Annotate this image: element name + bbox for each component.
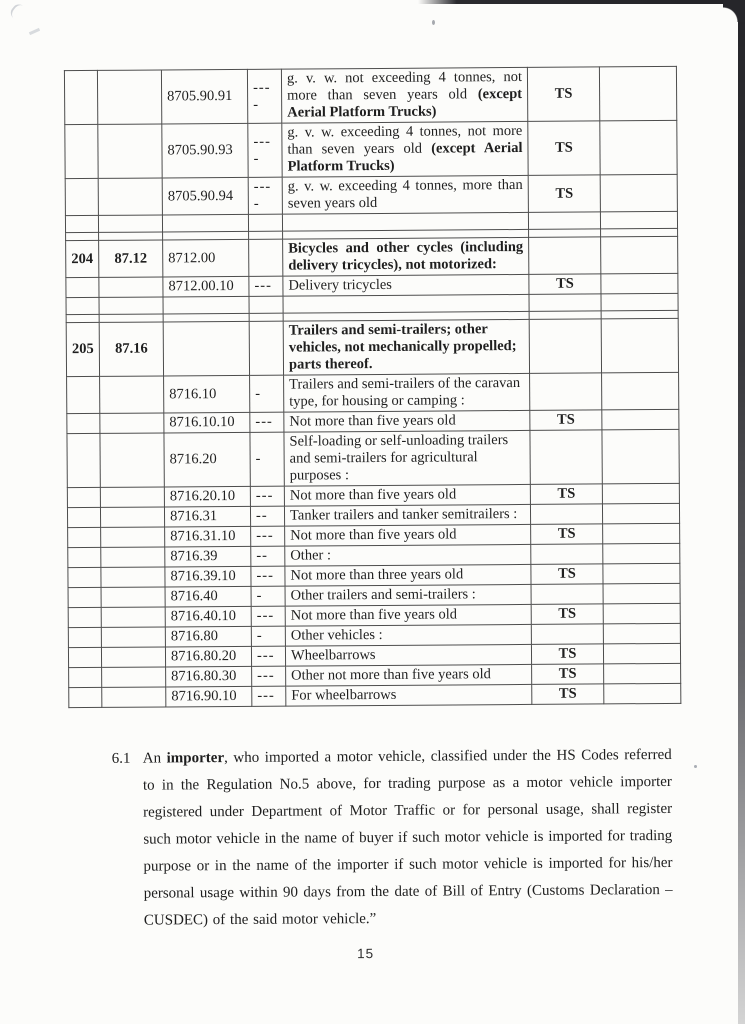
- remarks-cell: [603, 523, 680, 544]
- heading-no-cell: [100, 376, 164, 413]
- empty-cell: [283, 294, 529, 313]
- serial-no-cell: [67, 376, 100, 413]
- clause-6-1: [112, 742, 673, 935]
- text-segment: Not more than five years old: [290, 526, 457, 544]
- serial-no-cell: [68, 527, 101, 547]
- indent-dashes-cell: --: [250, 506, 284, 526]
- text-segment: Tanker trailers and tanker semitrailers :: [289, 506, 518, 524]
- scan-edge-top: [418, 0, 740, 4]
- hs-code-cell: 8705.90.94: [162, 177, 248, 215]
- status-cell: [531, 584, 603, 605]
- hs-code-cell: 8705.90.93: [162, 123, 248, 178]
- description-cell: [284, 504, 530, 526]
- status-cell: TS: [531, 644, 603, 665]
- indent-dashes-cell: ---: [251, 566, 285, 586]
- hs-code-cell: 8716.39: [165, 546, 251, 567]
- description-cell: [285, 524, 531, 546]
- scan-corner-top-right: [723, 0, 745, 22]
- text-segment: For wheelbarrows: [291, 686, 397, 704]
- remarks-cell: [603, 603, 680, 624]
- status-cell: TS: [528, 175, 600, 213]
- heading-no-cell: [101, 607, 165, 627]
- description-cell: [283, 274, 529, 296]
- indent-dashes-cell: ---: [250, 486, 284, 506]
- hs-code-cell: 8716.10: [164, 375, 250, 413]
- status-cell: [531, 544, 603, 565]
- serial-no-cell: [67, 433, 100, 487]
- remarks-cell: [600, 120, 677, 175]
- bold-text-segment: (except Aerial Platform Trucks): [287, 85, 523, 121]
- indent-dashes-cell: ----: [247, 69, 281, 123]
- description-cell: [281, 67, 527, 123]
- heading-no-cell: [101, 647, 165, 667]
- remarks-cell: [602, 409, 679, 430]
- hs-code-cell: 8716.10.10: [164, 412, 250, 433]
- remarks-cell: [603, 643, 680, 664]
- empty-cell: [529, 294, 601, 312]
- page-number: 15: [357, 946, 375, 962]
- serial-no-cell: [66, 277, 99, 297]
- serial-no-cell: [67, 487, 100, 507]
- indent-dashes-cell: ---: [251, 606, 285, 626]
- description-cell: [284, 410, 530, 432]
- clause-number: 6.1: [111, 750, 131, 767]
- hs-table-body: [64, 66, 680, 707]
- remarks-cell: [602, 503, 679, 524]
- indent-dashes-cell: ---: [252, 666, 286, 686]
- remarks-cell: [600, 174, 677, 212]
- serial-no-cell: [68, 647, 101, 667]
- empty-cell: [98, 215, 162, 232]
- serial-no-cell: [67, 413, 100, 433]
- hs-code-cell: [163, 321, 249, 376]
- hs-code-cell: 8716.39.10: [165, 566, 251, 587]
- hs-code-cell: 8716.20.10: [164, 486, 250, 507]
- remarks-cell: [602, 372, 679, 410]
- hs-code-cell: 8716.80.20: [165, 646, 251, 667]
- status-cell: [530, 504, 602, 525]
- status-cell: TS: [528, 121, 600, 176]
- empty-cell: [162, 214, 248, 232]
- hs-code-cell: 8716.90.10: [166, 686, 252, 707]
- empty-cell: [528, 212, 600, 230]
- heading-no-cell: [98, 178, 162, 215]
- remarks-cell: [603, 543, 680, 564]
- remarks-cell: [604, 683, 681, 704]
- remarks-cell: [601, 236, 678, 274]
- heading-no-cell: [101, 547, 165, 567]
- indent-dashes-cell: ---: [252, 686, 286, 706]
- serial-no-cell: 205: [66, 322, 99, 376]
- status-cell: TS: [532, 664, 604, 685]
- heading-no-cell: 87.12: [99, 240, 163, 277]
- text-segment: Not more than five years old: [290, 606, 458, 624]
- description-cell: [285, 584, 531, 606]
- hs-code-cell: 8705.90.91: [161, 69, 247, 124]
- remarks-cell: [604, 663, 681, 684]
- text-segment: g. v. w. not exceeding 4 tonnes, not more than seven years old: [286, 68, 523, 104]
- remarks-cell: [602, 429, 679, 484]
- status-cell: [531, 624, 603, 645]
- indent-dashes-cell: ----: [248, 123, 282, 177]
- heading-no-cell: [100, 413, 164, 433]
- serial-no-cell: [68, 567, 101, 587]
- status-cell: [530, 430, 602, 485]
- remarks-cell: [603, 563, 680, 584]
- serial-no-cell: [68, 627, 101, 647]
- table-row: [66, 318, 678, 376]
- remarks-cell: [603, 583, 680, 604]
- text-segment: Wheelbarrows: [290, 647, 376, 664]
- empty-cell: [600, 211, 677, 229]
- heading-no-cell: [98, 124, 162, 178]
- table-row: [65, 120, 677, 178]
- speck-artifact: [694, 765, 697, 768]
- status-cell: TS: [530, 410, 602, 431]
- text-segment: Other trailers and semi-trailers :: [290, 586, 476, 604]
- heading-no-cell: [101, 567, 165, 587]
- indent-dashes-cell: ---: [249, 276, 283, 296]
- description-cell: [282, 121, 528, 177]
- serial-no-cell: [64, 70, 97, 124]
- serial-no-cell: [68, 547, 101, 567]
- heading-no-cell: [101, 527, 165, 547]
- heading-no-cell: [101, 587, 165, 607]
- hs-code-cell: 8716.80: [165, 626, 251, 647]
- table-row: [67, 429, 679, 487]
- text-segment: g. v. w. exceeding 4 tonnes, more than seven years old: [287, 176, 523, 212]
- description-cell: [285, 644, 531, 666]
- indent-dashes-cell: -: [250, 432, 284, 486]
- heading-no-cell: [100, 487, 164, 507]
- remarks-cell: [603, 623, 680, 644]
- text-segment: Not more than three years old: [290, 566, 464, 584]
- description-cell: [285, 604, 531, 626]
- bold-text-segment: Bicycles and other cycles (including delivery tricycles), not motorized:: [288, 238, 524, 274]
- text-segment: Delivery tricycles: [288, 276, 392, 294]
- indent-dashes-cell: [249, 321, 283, 375]
- remarks-cell: [602, 483, 679, 504]
- hs-code-cell: 8716.40.10: [165, 606, 251, 627]
- description-cell: [284, 484, 530, 506]
- hs-code-cell: 8712.00.10: [163, 276, 249, 297]
- text-segment: Other vehicles :: [290, 626, 383, 644]
- empty-cell: [601, 293, 678, 311]
- empty-cell: [66, 314, 99, 322]
- indent-dashes-cell: --: [251, 546, 285, 566]
- description-cell: [285, 544, 531, 566]
- empty-cell: [99, 297, 163, 314]
- serial-no-cell: [65, 178, 98, 215]
- empty-cell: [249, 313, 283, 321]
- table-row: [65, 174, 677, 215]
- description-cell: [282, 175, 528, 214]
- status-cell: TS: [531, 604, 603, 625]
- heading-no-cell: [102, 667, 166, 687]
- text-segment: An: [142, 750, 167, 767]
- text-segment: Trailers and semi-trailers of the caravan type, for housing or camping :: [289, 374, 521, 410]
- text-segment: g. v. w. exceeding 4 tonnes, not more than seven years old: [287, 122, 523, 158]
- hs-code-cell: 8716.31.10: [165, 526, 251, 547]
- heading-no-cell: [97, 70, 161, 124]
- status-cell: [530, 373, 602, 411]
- bold-text-segment: importer: [166, 750, 225, 767]
- status-cell: [529, 237, 601, 275]
- table-row: [67, 372, 679, 413]
- table-row: [69, 683, 681, 707]
- table-row: [66, 236, 678, 277]
- empty-cell: [65, 215, 98, 232]
- indent-dashes-cell: -: [251, 586, 285, 606]
- indent-dashes-cell: ----: [248, 177, 282, 214]
- status-cell: TS: [532, 684, 604, 705]
- empty-cell: [249, 231, 283, 239]
- description-cell: [286, 664, 532, 686]
- remarks-cell: [601, 318, 678, 373]
- description-cell: [285, 564, 531, 586]
- indent-dashes-cell: ---: [251, 526, 285, 546]
- description-cell: [286, 684, 532, 706]
- status-cell: TS: [530, 484, 602, 505]
- heading-no-cell: [100, 433, 164, 487]
- empty-cell: [163, 296, 249, 314]
- status-cell: TS: [529, 274, 601, 295]
- indent-dashes-cell: ---: [250, 412, 284, 432]
- hs-code-cell: 8716.20: [164, 432, 250, 487]
- description-cell: [284, 430, 530, 486]
- serial-no-cell: [65, 124, 98, 178]
- remarks-cell: [601, 273, 678, 294]
- serial-no-cell: [69, 667, 102, 687]
- text-segment: , who imported a motor vehicle, classified under the HS Codes referred to in the Regulation No.5 above, for trading purpose as a motor vehicle importer registered under Department of Motor Traffic or for personal usage, shall register such motor vehicle in the name of buyer if such motor vehicle is imported for trading purpose or in the name of the importer if such motor vehicle is imported for his/her personal usage within 90 days from the date of Bill of Entry (Customs Declaration – CUSDEC) of the said motor vehicle.”: [142, 746, 673, 929]
- indent-dashes-cell: -: [251, 626, 285, 646]
- description-cell: [284, 373, 530, 412]
- serial-no-cell: 204: [66, 240, 99, 277]
- heading-no-cell: [99, 277, 163, 297]
- description-cell: [285, 624, 531, 646]
- text-segment: Other not more than five years old: [291, 666, 491, 684]
- hs-code-table: [64, 66, 681, 708]
- status-cell: [529, 319, 601, 374]
- empty-cell: [282, 212, 528, 231]
- bold-text-segment: (except Aerial Platform Trucks): [287, 139, 523, 175]
- text-segment: Other :: [290, 547, 332, 564]
- scan-edge-right: [738, 0, 745, 1024]
- serial-no-cell: [67, 507, 100, 527]
- empty-cell: [66, 232, 99, 240]
- heading-no-cell: [101, 627, 165, 647]
- indent-dashes-cell: [249, 239, 283, 276]
- hs-code-cell: 8716.40: [165, 586, 251, 607]
- bold-text-segment: Trailers and semi-trailers; other vehicles, not mechanically propelled; parts thereof.: [288, 321, 517, 373]
- heading-no-cell: [102, 687, 166, 707]
- hs-code-cell: 8716.80.30: [166, 666, 252, 687]
- serial-no-cell: [69, 687, 102, 707]
- empty-cell: [248, 214, 282, 231]
- clause-text: [143, 742, 673, 935]
- status-cell: TS: [531, 564, 603, 585]
- hs-code-cell: 8712.00: [163, 239, 249, 277]
- heading-no-cell: [100, 507, 164, 527]
- heading-no-cell: 87.16: [99, 322, 163, 376]
- status-cell: TS: [531, 524, 603, 545]
- indent-dashes-cell: -: [250, 375, 284, 412]
- remarks-cell: [599, 66, 676, 121]
- table-row: [64, 66, 676, 124]
- serial-no-cell: [68, 587, 101, 607]
- text-segment: Self-loading or self-unloading trailers and semi-trailers for agricultural purposes :: [289, 432, 509, 484]
- description-cell: [283, 319, 529, 375]
- description-cell: [283, 237, 529, 276]
- serial-no-cell: [68, 607, 101, 627]
- text-segment: Not more than five years old: [289, 486, 457, 504]
- hs-code-cell: 8716.31: [164, 506, 250, 527]
- speck-artifact: [432, 20, 435, 25]
- status-cell: TS: [527, 67, 599, 122]
- empty-cell: [249, 296, 283, 313]
- indent-dashes-cell: ---: [251, 646, 285, 666]
- text-segment: Not more than five years old: [289, 412, 456, 430]
- empty-cell: [66, 297, 99, 314]
